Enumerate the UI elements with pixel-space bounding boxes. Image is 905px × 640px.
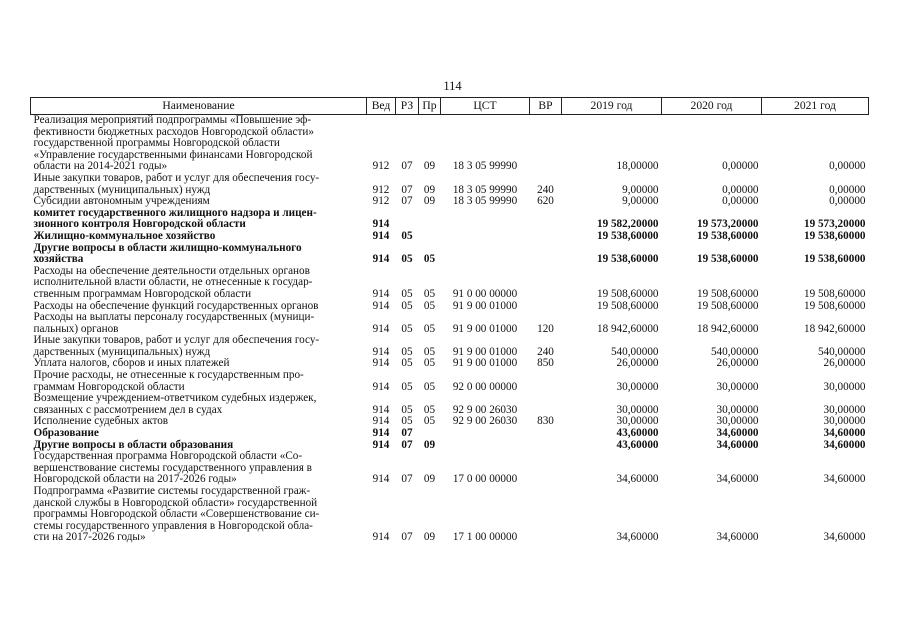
row-2019: 30,00000 bbox=[616, 403, 659, 416]
header-cst: ЦСТ bbox=[441, 98, 530, 115]
row-2020: 34,60000 bbox=[716, 438, 759, 451]
budget-table bbox=[30, 97, 869, 544]
table-row bbox=[31, 393, 869, 416]
row-2020: 34,60000 bbox=[716, 531, 759, 544]
row-name: комитет государственного жилищного надзора и лицен- зионного контроля Новгородской области bbox=[33, 206, 317, 231]
row-name: Возмещение учреждением-ответчиком судебных издержек, связанных с рассмотрением дел в судах bbox=[33, 392, 317, 416]
row-2020: 540,00000 bbox=[710, 345, 759, 358]
row-2019: 540,00000 bbox=[610, 345, 659, 358]
row-2020: 30,00000 bbox=[716, 380, 759, 393]
row-rz: 05 bbox=[401, 322, 413, 335]
row-name: Жилищно-коммунальное хозяйство bbox=[33, 229, 216, 242]
row-cst: 92 9 00 26030 bbox=[452, 403, 518, 416]
row-pr bbox=[419, 208, 441, 231]
row-rz: 07 bbox=[401, 195, 413, 208]
row-rz: 07 bbox=[401, 438, 413, 451]
row-vr: 120 bbox=[537, 322, 554, 335]
row-2020: 34,60000 bbox=[716, 473, 759, 486]
row-name: Образование bbox=[33, 427, 99, 440]
row-vr bbox=[530, 428, 562, 440]
row-2020: 0,00000 bbox=[722, 195, 759, 208]
row-ved: 914 bbox=[372, 229, 390, 242]
row-2019: 19 538,60000 bbox=[596, 229, 659, 242]
row-name: Расходы на выплаты персоналу государственных (муници- пальных) органов bbox=[33, 311, 315, 335]
row-ved: 914 bbox=[372, 299, 390, 312]
row-ved: 914 bbox=[372, 357, 390, 370]
header-rz: РЗ bbox=[396, 98, 419, 115]
row-cst: 91 9 00 01000 bbox=[452, 299, 518, 312]
row-vr bbox=[530, 115, 562, 173]
row-pr: 05 bbox=[423, 299, 436, 312]
header-name: Наименование bbox=[31, 98, 367, 115]
row-pr: 09 bbox=[423, 183, 436, 196]
row-2019: 26,00000 bbox=[616, 357, 659, 370]
row-pr: 09 bbox=[423, 160, 436, 173]
row-name: Другие вопросы в области образования bbox=[33, 438, 234, 451]
row-cst: 17 0 00 00000 bbox=[452, 473, 518, 486]
row-vr bbox=[530, 393, 562, 416]
row-name: Подпрограмма «Развитие системы государственной граж- данской службы в Новгородской области» государственной программы Новгородской области «Совершенствование си- стемы государственного управления в Новгородской обла- сти на 2017-2026 годы» bbox=[33, 485, 320, 544]
row-2021: 540,00000 bbox=[817, 345, 866, 358]
row-2021: 26,00000 bbox=[823, 357, 866, 370]
row-2021: 0,00000 bbox=[829, 160, 866, 173]
row-cst: 91 9 00 01000 bbox=[452, 345, 518, 358]
row-name: Прочие расходы, не отнесенные к государственным про- граммам Новгородской области bbox=[33, 369, 304, 393]
row-pr: 05 bbox=[423, 322, 436, 335]
row-2021: 34,60000 bbox=[823, 438, 866, 451]
row-ved: 914 bbox=[372, 415, 390, 428]
row-ved: 914 bbox=[372, 218, 390, 231]
row-2021: 34,60000 bbox=[823, 531, 866, 544]
row-2020: 30,00000 bbox=[716, 403, 759, 416]
row-rz: 07 bbox=[401, 531, 413, 544]
row-2019: 34,60000 bbox=[616, 531, 659, 544]
row-pr: 09 bbox=[423, 473, 436, 486]
row-vr: 240 bbox=[537, 345, 554, 358]
row-pr: 05 bbox=[423, 415, 436, 428]
row-2019: 43,60000 bbox=[616, 438, 659, 451]
table-body bbox=[31, 115, 869, 544]
row-vr bbox=[530, 440, 562, 452]
row-vr bbox=[530, 243, 562, 266]
row-2020: 19 573,20000 bbox=[696, 218, 759, 231]
table-row bbox=[31, 115, 869, 173]
row-cst bbox=[441, 440, 530, 452]
row-2019: 19 508,60000 bbox=[596, 287, 659, 300]
row-vr bbox=[530, 266, 562, 301]
row-cst bbox=[441, 428, 530, 440]
row-2019: 18 942,60000 bbox=[596, 322, 659, 335]
row-2021: 0,00000 bbox=[829, 183, 866, 196]
row-vr: 830 bbox=[537, 415, 554, 428]
table-row bbox=[31, 370, 869, 393]
row-name: Расходы на обеспечение деятельности отдельных органов исполнительной власти области, не отнесенные к государ- ственным программам Новгородской области bbox=[33, 264, 313, 300]
header-pr: Пр bbox=[419, 98, 441, 115]
row-2019: 34,60000 bbox=[616, 473, 659, 486]
row-cst: 92 0 00 00000 bbox=[452, 380, 518, 393]
row-2019: 19 582,20000 bbox=[596, 218, 659, 231]
row-2021: 19 538,60000 bbox=[803, 229, 866, 242]
row-ved: 912 bbox=[372, 195, 390, 208]
row-2021: 19 573,20000 bbox=[803, 218, 866, 231]
row-2019: 19 538,60000 bbox=[596, 253, 659, 266]
row-2020: 18 942,60000 bbox=[696, 322, 759, 335]
row-name: Исполнение судебных актов bbox=[33, 415, 169, 428]
row-rz: 05 bbox=[401, 357, 413, 370]
row-ved: 914 bbox=[372, 253, 390, 266]
row-pr bbox=[419, 231, 441, 243]
row-ved: 914 bbox=[372, 345, 390, 358]
row-pr: 05 bbox=[423, 380, 436, 393]
row-vr: 620 bbox=[537, 195, 554, 208]
row-2019: 30,00000 bbox=[616, 415, 659, 428]
row-pr bbox=[419, 428, 441, 440]
row-rz: 05 bbox=[401, 345, 413, 358]
row-cst: 18 3 05 99990 bbox=[452, 195, 518, 208]
row-ved: 914 bbox=[372, 473, 390, 486]
row-2020: 19 508,60000 bbox=[696, 287, 759, 300]
row-pr: 05 bbox=[423, 403, 436, 416]
row-2021: 30,00000 bbox=[823, 415, 866, 428]
row-vr bbox=[530, 231, 562, 243]
row-pr: 05 bbox=[423, 287, 436, 300]
row-ved: 914 bbox=[372, 322, 390, 335]
row-pr: 09 bbox=[423, 195, 436, 208]
row-2019: 9,00000 bbox=[622, 183, 659, 196]
table-row bbox=[31, 266, 869, 301]
row-pr: 09 bbox=[423, 531, 436, 544]
row-name: Расходы на обеспечение функций государственных органов bbox=[33, 299, 319, 312]
row-2019: 18,00000 bbox=[616, 160, 659, 173]
row-2020: 26,00000 bbox=[716, 357, 759, 370]
row-name: Иные закупки товаров, работ и услуг для обеспечения госу- дарственных (муниципальных) нужд bbox=[33, 171, 320, 196]
row-2019: 30,00000 bbox=[616, 380, 659, 393]
row-ved: 912 bbox=[372, 160, 390, 173]
row-pr: 09 bbox=[423, 438, 436, 451]
row-cst bbox=[441, 243, 530, 266]
row-pr: 05 bbox=[423, 357, 436, 370]
table-row bbox=[31, 243, 869, 266]
row-ved: 912 bbox=[372, 183, 390, 196]
row-2021: 19 538,60000 bbox=[803, 253, 866, 266]
row-name: Государственная программа Новгородской области «Со- вершенствование системы государственного управления в Новгородской области на 2017-2026 годы» bbox=[33, 450, 312, 486]
row-2021: 0,00000 bbox=[829, 195, 866, 208]
row-name: Субсидии автономным учреждениям bbox=[33, 195, 210, 208]
table-row bbox=[31, 196, 869, 208]
page-number: 114 bbox=[443, 79, 462, 93]
row-rz: 05 bbox=[401, 299, 413, 312]
header-2019: 2019 год bbox=[562, 98, 662, 115]
row-name: Другие вопросы в области жилищно-коммунального хозяйства bbox=[33, 241, 302, 266]
row-vr bbox=[530, 370, 562, 393]
row-2020: 30,00000 bbox=[716, 415, 759, 428]
row-2021: 30,00000 bbox=[823, 403, 866, 416]
row-2020: 19 538,60000 bbox=[696, 253, 759, 266]
row-2020: 0,00000 bbox=[722, 183, 759, 196]
table-row bbox=[31, 428, 869, 440]
header-vr: ВР bbox=[530, 98, 562, 115]
table-row bbox=[31, 312, 869, 335]
table-row bbox=[31, 486, 869, 544]
header-2020: 2020 год bbox=[662, 98, 762, 115]
row-2019: 43,60000 bbox=[616, 427, 659, 440]
row-2019: 19 508,60000 bbox=[596, 299, 659, 312]
header-ved: Вед bbox=[367, 98, 396, 115]
row-ved: 914 bbox=[372, 438, 390, 451]
row-ved: 914 bbox=[372, 380, 390, 393]
row-cst bbox=[441, 208, 530, 231]
row-rz: 05 bbox=[401, 253, 413, 266]
row-cst: 91 9 00 01000 bbox=[452, 357, 518, 370]
row-2019: 9,00000 bbox=[622, 195, 659, 208]
row-name: Уплата налогов, сборов и иных платежей bbox=[33, 357, 230, 370]
row-vr bbox=[530, 301, 562, 313]
row-rz: 07 bbox=[401, 183, 413, 196]
row-ved: 914 bbox=[372, 427, 390, 440]
row-2021: 19 508,60000 bbox=[803, 299, 866, 312]
row-vr: 240 bbox=[537, 183, 554, 196]
row-vr bbox=[530, 451, 562, 486]
table-row bbox=[31, 335, 869, 358]
row-rz: 05 bbox=[401, 229, 413, 242]
row-vr bbox=[530, 208, 562, 231]
table-row bbox=[31, 208, 869, 231]
row-2020: 34,60000 bbox=[716, 427, 759, 440]
table-row bbox=[31, 231, 869, 243]
row-cst: 18 3 05 99990 bbox=[452, 183, 518, 196]
row-vr bbox=[530, 486, 562, 544]
row-rz bbox=[396, 208, 419, 231]
table-header-row bbox=[31, 98, 869, 115]
row-cst: 17 1 00 00000 bbox=[452, 531, 518, 544]
row-ved: 914 bbox=[372, 531, 390, 544]
row-name: Реализация мероприятий подпрограммы «Повышение эф- фективности бюджетных расходов Новгородской области» государственной программы Новгородской области «Управление государственными финансами Новгородской области на 2014-2021 годы» bbox=[33, 114, 314, 173]
row-name: Иные закупки товаров, работ и услуг для обеспечения госу- дарственных (муниципальных) нужд bbox=[33, 334, 320, 358]
table-row bbox=[31, 173, 869, 196]
row-rz: 05 bbox=[401, 287, 413, 300]
row-2021: 19 508,60000 bbox=[803, 287, 866, 300]
row-pr: 05 bbox=[423, 253, 436, 266]
row-2020: 0,00000 bbox=[722, 160, 759, 173]
row-2021: 30,00000 bbox=[823, 380, 866, 393]
row-cst: 18 3 05 99990 bbox=[452, 160, 518, 173]
row-rz: 05 bbox=[401, 415, 413, 428]
row-rz: 07 bbox=[401, 160, 413, 173]
header-2021: 2021 год bbox=[762, 98, 869, 115]
row-cst bbox=[441, 231, 530, 243]
row-2021: 34,60000 bbox=[823, 473, 866, 486]
table-row bbox=[31, 451, 869, 486]
row-pr: 05 bbox=[423, 345, 436, 358]
row-rz: 05 bbox=[401, 380, 413, 393]
row-2020: 19 508,60000 bbox=[696, 299, 759, 312]
row-2021: 18 942,60000 bbox=[803, 322, 866, 335]
row-cst: 91 0 00 00000 bbox=[452, 287, 518, 300]
row-cst: 91 9 00 01000 bbox=[452, 322, 518, 335]
row-2021: 34,60000 bbox=[823, 427, 866, 440]
row-ved: 914 bbox=[372, 287, 390, 300]
row-rz: 05 bbox=[401, 403, 413, 416]
row-rz: 07 bbox=[401, 427, 413, 440]
row-vr: 850 bbox=[537, 357, 554, 370]
row-2020: 19 538,60000 bbox=[696, 229, 759, 242]
row-cst: 92 9 00 26030 bbox=[452, 415, 518, 428]
row-rz: 07 bbox=[401, 473, 413, 486]
row-ved: 914 bbox=[372, 403, 390, 416]
